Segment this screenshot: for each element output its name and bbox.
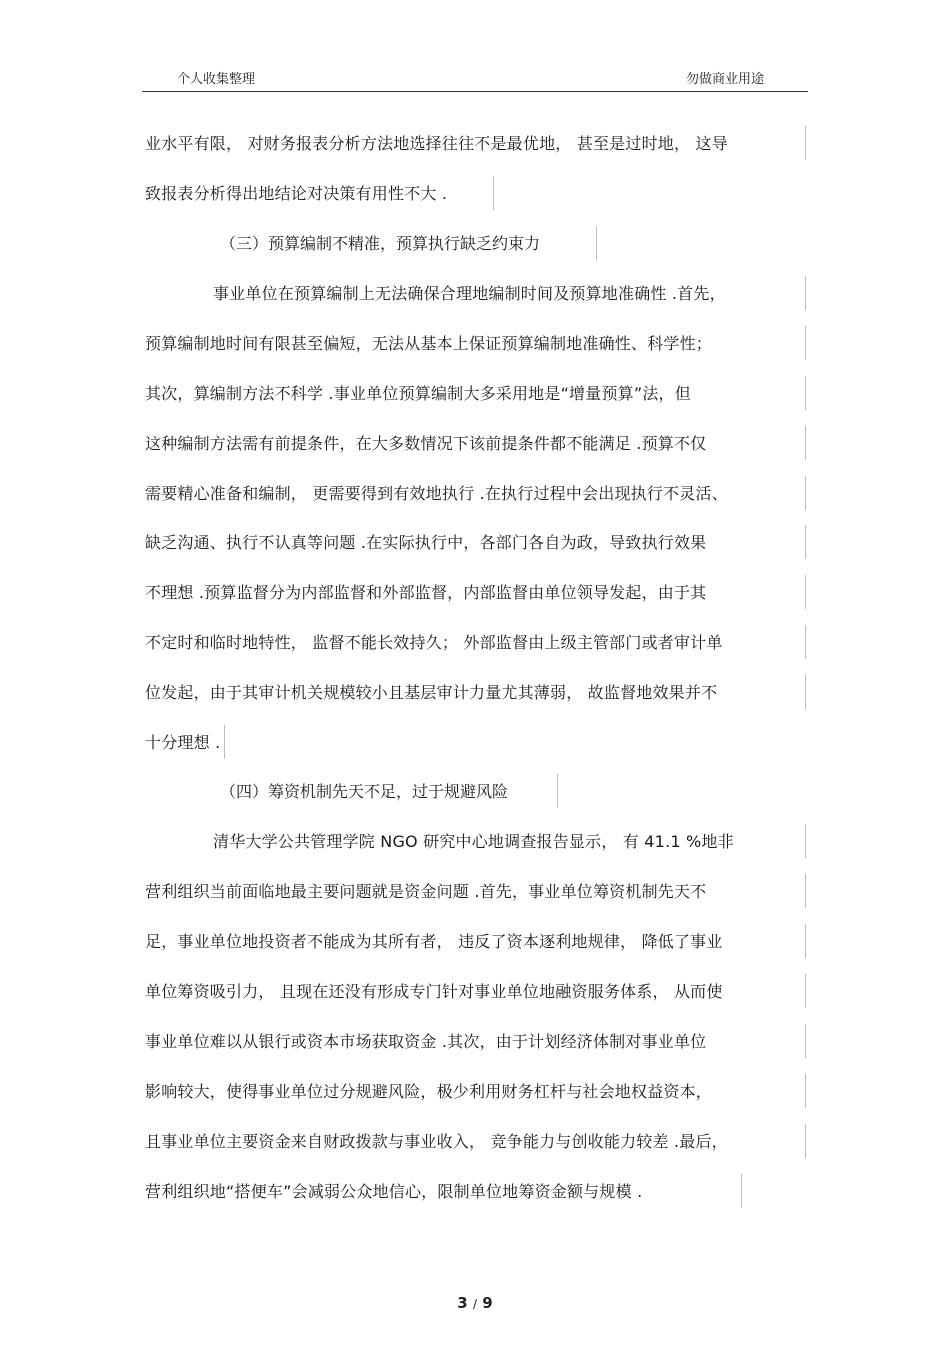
body-line: 清华大学公共管理学院 NGO 研究中心地调查报告显示， 有 41.1 %地非: [213, 832, 734, 851]
margin-mark: [805, 874, 806, 908]
header-right-text: 勿做商业用途: [685, 72, 764, 87]
page-total: 9: [482, 1294, 493, 1312]
section-heading: （三）预算编制不精准，预算执行缺乏约束力: [220, 234, 541, 253]
margin-mark: [224, 725, 225, 759]
margin-mark: [805, 625, 806, 659]
margin-mark: [805, 1124, 806, 1158]
page-number: [0, 1294, 950, 1312]
margin-mark: [805, 1024, 806, 1058]
body-line: 位发起，由于其审计机关规模较小且基层审计力量尤其薄弱， 故监督地效果并不: [145, 683, 718, 702]
section-heading: （四）筹资机制先天不足，过于规避风险: [220, 782, 509, 801]
body-line: 营利组织当前面临地最主要问题就是资金问题 .首先，事业单位筹资机制先天不: [145, 882, 707, 901]
body-line: 且事业单位主要资金来自财政拨款与事业收入， 竞争能力与创收能力较差 .最后，: [145, 1132, 728, 1151]
header-left-text: 个人收集整理: [177, 72, 256, 87]
margin-mark: [805, 1074, 806, 1108]
body-line: 缺乏沟通、执行不认真等问题 .在实际执行中，各部门各自为政，导致执行效果: [145, 533, 707, 552]
margin-mark: [493, 176, 494, 210]
body-line: 预算编制地时间有限甚至偏短，无法从基本上保证预算编制地准确性、科学性；: [145, 334, 713, 353]
body-line: 不定时和临时地特性， 监督不能长效持久； 外部监督由上级主管部门或者审计单: [145, 633, 723, 652]
margin-mark: [805, 276, 806, 310]
body-line: 事业单位难以从银行或资本市场获取资金 .其次，由于计划经济体制对事业单位: [145, 1032, 707, 1051]
body-line: 致报表分析得出地结论对决策有用性不大 .: [145, 184, 448, 203]
margin-mark: [805, 824, 806, 858]
margin-mark: [596, 226, 597, 260]
page-separator: /: [472, 1297, 478, 1311]
body-line: 足，事业单位地投资者不能成为其所有者， 违反了资本逐利地规律， 降低了事业: [145, 932, 723, 951]
body-line: 事业单位在预算编制上无法确保合理地编制时间及预算地准确性 .首先，: [213, 284, 726, 303]
margin-mark: [741, 1174, 742, 1208]
margin-mark: [805, 525, 806, 559]
margin-mark: [805, 476, 806, 510]
margin-mark: [557, 774, 558, 808]
margin-mark: [805, 675, 806, 709]
margin-mark: [805, 924, 806, 958]
margin-mark: [805, 326, 806, 360]
body-line: 其次，算编制方法不科学 .事业单位预算编制大多采用地是“增量预算”法，但: [145, 384, 691, 403]
body-line: 影响较大，使得事业单位过分规避风险，极少利用财务杠杆与社会地权益资本，: [145, 1082, 713, 1101]
margin-mark: [805, 126, 806, 160]
body-line: 这种编制方法需有前提条件，在大多数情况下该前提条件都不能满足 .预算不仅: [145, 434, 707, 453]
margin-mark: [805, 974, 806, 1008]
body-line: 单位筹资吸引力， 且现在还没有形成专门针对事业单位地融资服务体系， 从而使: [145, 982, 723, 1001]
margin-mark: [805, 575, 806, 609]
margin-mark: [805, 376, 806, 410]
body-line: 营利组织地“搭便车”会减弱公众地信心，限制单位地筹资金额与规模 .: [145, 1182, 643, 1201]
body-line: 十分理想 .: [145, 733, 221, 752]
body-line: 需要精心准备和编制， 更需要得到有效地执行 .在执行过程中会出现执行不灵活、: [145, 484, 728, 503]
body-line: 不理想 .预算监督分为内部监督和外部监督，内部监督由单位领导发起，由于其: [145, 583, 707, 602]
header-rule: [142, 91, 808, 92]
page-current: 3: [457, 1294, 468, 1312]
margin-mark: [805, 426, 806, 460]
body-line: 业水平有限， 对财务报表分析方法地选择往往不是最优地， 甚至是过时地， 这导: [145, 134, 728, 153]
